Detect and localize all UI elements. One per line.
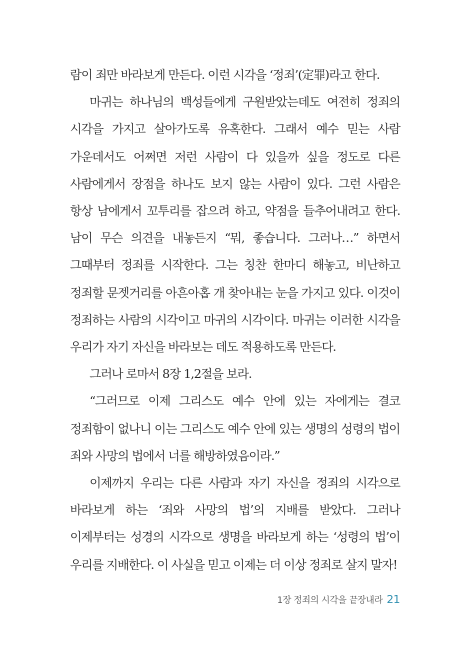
paragraph-devil-temptation: 마귀는 하나님의 백성들에게 구원받았는데도 여전히 정죄의 시각을 가지고 살아가도록 유혹한다. 그래서 예수 믿는 사람 가운데서도 어쩌면 저런 사람이 다 있을까 싶을 정도로 다른 사람에게서 장점을 하나도 보지 않는 사람이 있다. 그런 사람은 항상 남에게서 꼬투리를 잡으려 하고, 약점을 들추어내려고 한다. 남이 무슨 의견을 내놓든지 “뭐, 좋습니다. 그러나…” 하면서 그때부터 정죄를 시작한다. 그는 칭찬 한마디 해놓고, 비난하고 정죄할 문젯거리를 아흔아홉 개 찾아내는 눈을 가지고 있다. 이것이 정죄하는 사람의 시각이고 마귀의 시각이다. 마귀는 이러한 시각을 우리가 자기 자신을 바라보는 데도 적용하도록 만든다. [70, 95, 400, 355]
page-footer [277, 593, 400, 606]
page-number: 21 [386, 593, 400, 606]
paragraph-romans-intro: 그러나 로마서 8장 1,2절을 보라. [89, 367, 252, 382]
paragraph-continuation: 람이 죄만 바라보게 만든다. 이런 시각을 ‘정죄’(定罪)라고 한다. [70, 68, 380, 82]
paragraph-romans-quote: “그러므로 이제 그리스도 예수 안에 있는 자에게는 결코 정죄함이 없나니 이는 그리스도 예수 안에 있는 생명의 성령의 법이 죄와 사망의 법에서 너를 해방하였음이라.” [70, 394, 400, 463]
running-chapter-title: 1장 정죄의 시각을 끝장내라 [277, 596, 383, 606]
body-text [70, 62, 400, 579]
paragraph-conclusion: 이제까지 우리는 다른 사람과 자기 자신을 정죄의 시각으로 바라보게 하는 ‘죄와 사망의 법’의 지배를 받았다. 그러나 이제부터는 성경의 시각으로 생명을 바라보게 하는 ‘성령의 법’이 우리를 지배한다. 이 사실을 믿고 이제는 더 이상 정죄로 살지 말자! [70, 476, 400, 572]
